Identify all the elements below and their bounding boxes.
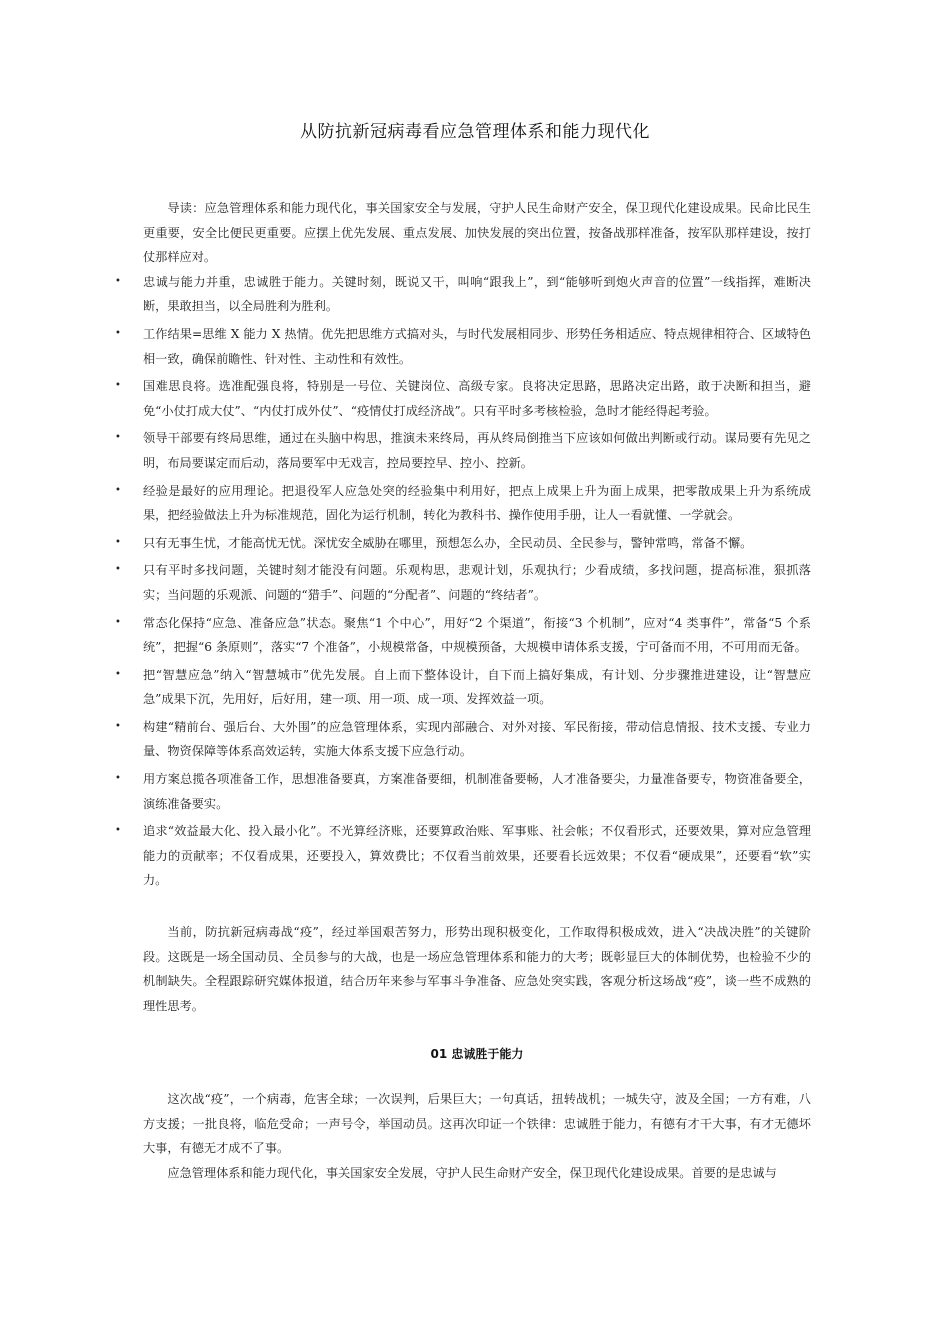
list-item-text: 国难思良将。选准配强良将，特别是一号位、关键岗位、高级专家。良将决定思路，思路决定出路，敢于决断和担当，避免“小仗打成大仗”、“内仗打成外仗”、“疫情仗打成经济战”。只有平时多考核检验，急时才能经得起考验。 [143, 379, 811, 418]
list-item-text: 忠诚与能力并重，忠诚胜于能力。关键时刻，既说又干，叫响“跟我上”，到“能够听到炮火声音的位置”一线指挥，难断决断，果敢担当，以全局胜利为胜利。 [143, 274, 811, 314]
list-item-text: 追求“效益最大化、投入最小化”。不光算经济账，还要算政治账、军事账、社会帐；不仅看形式，还要效果，算对应急管理能力的贡献率；不仅看成果，还要投入，算效费比；不仅看当前效果，还要看长远效果；不仅看“硬成果”，还要看“软”实力。 [143, 824, 811, 888]
list-item [115, 767, 811, 816]
list-item-text: 构建“精前台、强后台、大外围”的应急管理体系，实现内部融合、对外对接、军民衔接，带动信息情报、技术支援、专业力量、物资保障等体系高效运转，实施大体系支援下应急行动。 [143, 719, 811, 759]
list-item [115, 479, 811, 528]
list-item [115, 426, 811, 475]
list-item [115, 374, 811, 423]
list-item-text: 只有无事生忧，才能高忧无忧。深忧安全威胁在哪里，预想怎么办，全民动员、全民参与，警钟常鸣，常备不懈。 [143, 535, 753, 550]
key-points-list [115, 270, 811, 893]
document-title: 从防抗新冠病毒看应急管理体系和能力现代化 [300, 122, 650, 142]
list-item [115, 558, 811, 607]
list-item-text: 用方案总揽各项准备工作，思想准备要真，方案准备要细，机制准备要畅，人才准备要尖，力量准备要专，物资准备要全，演练准备要实。 [143, 772, 811, 811]
bullet-icon: • [115, 327, 121, 339]
list-item [115, 322, 811, 371]
list-item-text: 工作结果=思维 X 能力 X 热情。优先把思维方式搞对头，与时代发展相同步、形势任务相适应、特点规律相符合、区域特色相一致，确保前瞻性、针对性、主动性和有效性。 [143, 326, 811, 366]
bullet-icon: • [115, 380, 121, 392]
spacer [143, 1018, 811, 1042]
list-item [115, 663, 811, 712]
document-body [115, 196, 811, 1185]
bullet-icon: • [115, 773, 121, 785]
section-heading: 01 忠诚胜于能力 [430, 1047, 524, 1062]
section-paragraph: 应急管理体系和能力现代化，事关国家安全发展，守护人民生命财产安全，保卫现代化建设成果。首要的是忠诚与 [167, 1165, 777, 1180]
bullet-icon: • [115, 720, 121, 732]
intro-paragraph: 导读：应急管理体系和能力现代化，事关国家安全与发展，守护人民生命财产安全，保卫现代化建设成果。民命比民生更重要，安全比便民更重要。应摆上优先发展、重点发展、加快发展的突出位置，按备战那样准备，按军队那样建设，按打仗那样应对。 [143, 201, 811, 265]
spacer [143, 1067, 811, 1087]
bullet-icon: • [115, 536, 121, 548]
list-item [115, 611, 811, 660]
list-item [115, 715, 811, 764]
list-item-text: 把“智慧应急”纳入“智慧城市”优先发展。自上而下整体设计，自下而上搞好集成，有计划、分步骤推进建设，让“智慧应急”成果下沉，先用好，后好用，建一项、用一项、成一项、发挥效益一项。 [143, 667, 811, 707]
bullet-icon: • [115, 432, 121, 444]
section-paragraph: 这次战“疫”，一个病毒，危害全球；一次误判，后果巨大；一句真话，扭转战机；一城失守，波及全国；一方有难，八方支援；一批良将，临危受命；一声号令，举国动员。这再次印证一个铁律：忠诚胜于能力，有德有才干大事，有才无德坏大事，有德无才成不了事。 [143, 1092, 811, 1156]
bullet-icon: • [115, 275, 121, 287]
bullet-icon: • [115, 825, 121, 837]
bullet-icon: • [115, 564, 121, 576]
bullet-icon: • [115, 484, 121, 496]
list-item-text: 常态化保持“应急、准备应急”状态。聚焦“1 个中心”，用好“2 个渠道”，衔接“3 个机制”，应对“4 类事件”，常备“5 个系统”，把握“6 条原则”，落实“7 个准备”，小规模常备，中规模预备，大规模申请体系支援，宁可备而不用，不可用而无备。 [143, 615, 811, 655]
bullet-icon: • [115, 616, 121, 628]
list-item [115, 819, 811, 893]
list-item [115, 270, 811, 319]
list-item [115, 531, 811, 556]
list-item-text: 只有平时多找问题，关键时刻才能没有问题。乐观构思，悲观计划，乐观执行；少看成绩，多找问题，提高标准，狠抓落实；当问题的乐观派、问题的“猎手”、问题的“分配者”、问题的“终结者”。 [143, 563, 811, 602]
list-item-text: 经验是最好的应用理论。把退役军人应急处突的经验集中利用好，把点上成果上升为面上成果，把零散成果上升为系统成果，把经验做法上升为标准规范，固化为运行机制，转化为教科书、操作使用手册，让人一看就懂、一学就会。 [143, 483, 811, 523]
bullet-icon: • [115, 668, 121, 680]
list-item-text: 领导干部要有终局思维，通过在头脑中构思，推演未来终局，再从终局倒推当下应该如何做出判断或行动。谋局要有先见之明，布局要谋定而后动，落局要军中无戏言，控局要控早、控小、控新。 [143, 431, 811, 470]
body-paragraph: 当前，防抗新冠病毒战“疫”，经过举国艰苦努力，形势出现积极变化，工作取得积极成效，进入“决战决胜”的关键阶段。这既是一场全国动员、全员参与的大战，也是一场应急管理体系和能力的大考；既彰显巨大的体制优势，也检验不少的机制缺失。全程跟踪研究媒体报道，结合历年来参与军事斗争准备、应急处突实践，客观分析这场战“疫”，谈一些不成熟的理性思考。 [143, 925, 811, 1013]
spacer [143, 896, 811, 920]
